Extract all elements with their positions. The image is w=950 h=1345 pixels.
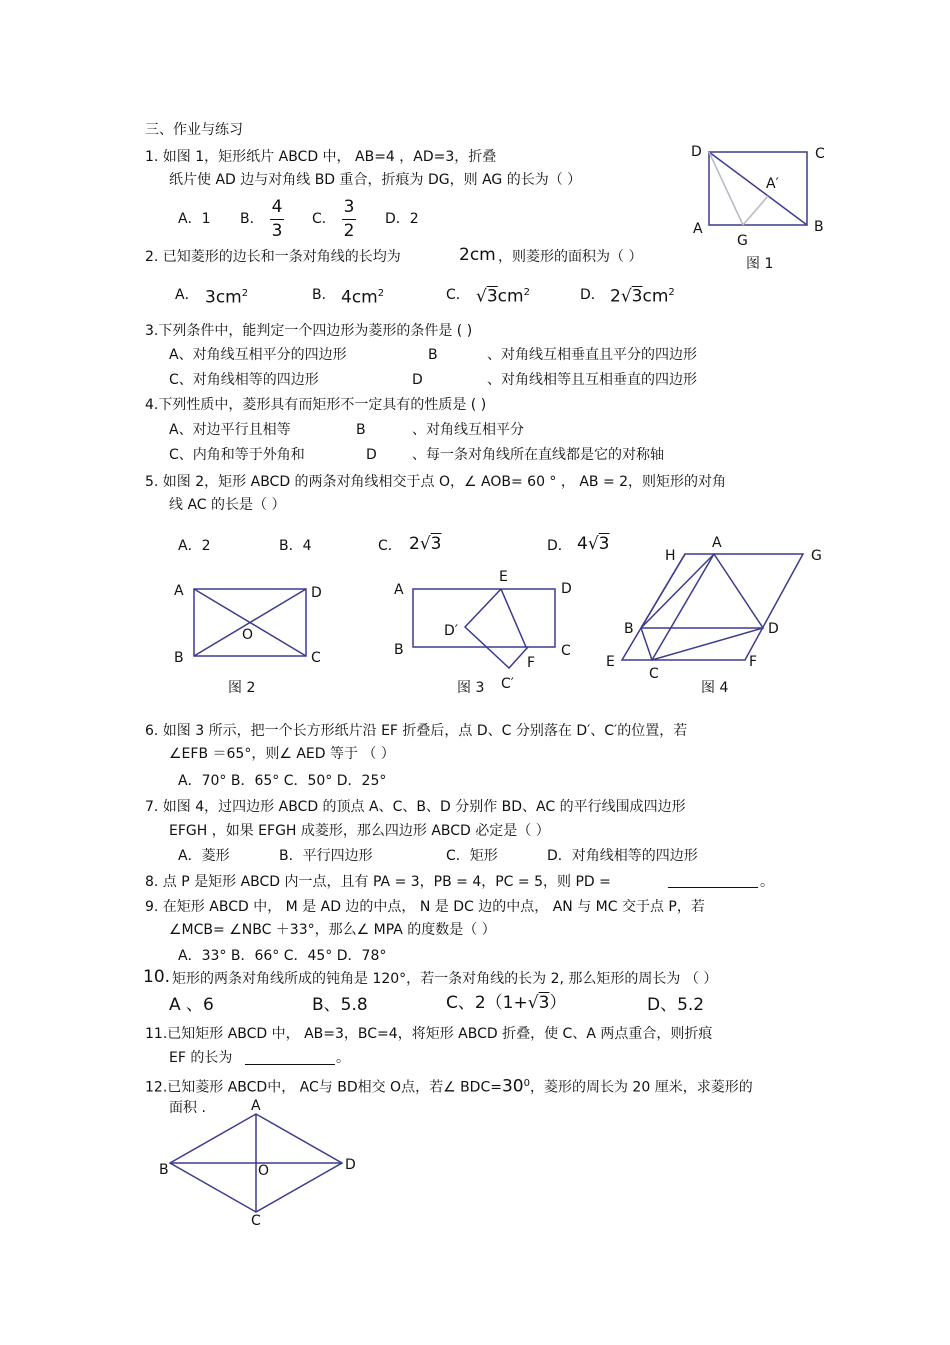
q4-line: 4.下列性质中，菱形具有而矩形不一定具有的性质是 ( ) (145, 397, 487, 413)
q2-option-c: $√3cm^2$ (476, 286, 530, 307)
figure-4 (622, 554, 803, 660)
q1-line2: 纸片使 AD 边与对角线 BD 重合，折痕为 DG，则 AG 的长为（ ） (169, 172, 582, 188)
q2-option-b: $4cm^2$ (341, 287, 385, 308)
figure-1 (709, 152, 807, 225)
figure-2 (194, 589, 306, 656)
q11-end: 。 (336, 1050, 350, 1066)
section-title: 三、作业与练习 (145, 122, 243, 138)
q10-option-d: D、5.2 (647, 995, 705, 1015)
q3-option-b: 、对角线互相垂直且平分的四边形 (487, 347, 697, 363)
q7-option-c: C．矩形 (446, 848, 498, 864)
fig1-diagonal-db (709, 152, 807, 225)
q3-line: 3.下列条件中，能判定一个四边形为菱形的条件是 ( ) (145, 323, 473, 339)
q12-line2: 面积 . (169, 1100, 206, 1116)
q2-option-d: $2√3cm^2$ (610, 286, 675, 307)
q6-options: A．70° B．65° C．50° D．25° (178, 773, 387, 789)
q2-option-b-label: B． (312, 287, 336, 303)
q11-line1: 11.已知矩形 ABCD 中， AB=3，BC=4，将矩形 ABCD 折叠，使 C、A 两点重合，则折痕 (145, 1026, 713, 1042)
q7-option-a: A．菱形 (178, 848, 230, 864)
fig3-label-c1: C′ (501, 676, 514, 692)
fig5-label-c: C (251, 1213, 261, 1229)
q6-line2: ∠EFB ＝65°，则∠ AED 等于 （ ） (169, 746, 395, 762)
q7-line1: 7. 如图 4，过四边形 ABCD 的顶点 A、C、B、D 分别作 BD、AC 的平行线围成四边形 (145, 799, 686, 815)
q5-option-c: 2√3 (409, 534, 442, 554)
q7-option-d: D．对角线相等的四边形 (547, 848, 698, 864)
q3-option-a: A、对角线互相平分的四边形 (169, 347, 347, 363)
fig5-label-a: A (251, 1098, 261, 1114)
q2-option-a-label: A． (175, 287, 199, 303)
fig3-rectangle (413, 589, 555, 647)
fig4-caption: 图 4 (701, 680, 729, 696)
fig1-label-a1: A′ (766, 176, 779, 192)
fig4-label-b: B (624, 621, 634, 637)
q2-option-d-label: D． (580, 287, 605, 303)
q2-option-c-label: C． (446, 287, 470, 303)
fig4-label-g: G (811, 548, 822, 564)
q1-option-b-numerator: 4 (271, 197, 283, 217)
fig4-label-h: H (665, 548, 676, 564)
q8-end: 。 (760, 874, 774, 890)
q1-option-b-label: B． (240, 211, 264, 227)
fig1-label-d: D (691, 144, 702, 160)
q10-line: 矩形的两条对角线所成的钝角是 120°，若一条对角线的长为 2, 那么矩形的周长为 （ ） (172, 971, 718, 987)
q4-option-c: C、内角和等于外角和 (169, 447, 305, 463)
fig1-caption: 图 1 (746, 256, 774, 272)
q10-option-c: C、2（1+√3） (446, 993, 567, 1013)
fig1-fold-dg (709, 152, 743, 225)
fig4-label-a: A (712, 535, 722, 551)
q4-option-b-letter: B (356, 422, 366, 438)
q3-option-b-letter: B (428, 347, 438, 363)
fig3-label-c: C (561, 643, 571, 659)
fig1-fold-ga1 (743, 196, 768, 225)
fig3-label-b: B (394, 642, 404, 658)
fig5-label-d: D (345, 1157, 356, 1173)
fig3-fold-ef (501, 589, 526, 647)
fig5-label-o: O (258, 1163, 270, 1179)
q9-line1: 9. 在矩形 ABCD 中， M 是 AD 边的中点， N 是 DC 边的中点， AN 与 MC 交于点 P，若 (145, 899, 705, 915)
fig2-label-o: O (242, 627, 254, 643)
q10-number: 10. (143, 967, 171, 987)
q3-option-d-letter: D (412, 372, 423, 388)
fig2-label-d: D (311, 585, 322, 601)
q5-line2: 线 AC 的长是（ ） (169, 497, 286, 513)
fig3-label-d1: D′ (444, 623, 458, 639)
q2-line: 2. 已知菱形的边长和一条对角线的长均为 (145, 249, 401, 265)
fig4-label-d: D (768, 621, 779, 637)
q2-line-end: ，则菱形的面积为（ ） (498, 249, 643, 265)
fig1-label-c: C (815, 146, 825, 162)
q2-value: 2cm (459, 245, 496, 265)
q7-option-b: B．平行四边形 (279, 848, 373, 864)
q7-line2: EFGH ，如果 EFGH 成菱形，那么四边形 ABCD 必定是（ ） (169, 823, 550, 839)
q4-option-d: 、每一条对角线所在直线都是它的对称轴 (412, 447, 664, 463)
q3-option-d: 、对角线相等且互相垂直的四边形 (487, 372, 697, 388)
q1-option-a: A．1 (178, 211, 211, 227)
fig2-label-a: A (174, 583, 184, 599)
fig4-quadrilateral-abcd (641, 554, 763, 660)
q5-option-a: A．2 (178, 538, 211, 554)
q1-option-c-numerator: 3 (343, 197, 355, 217)
q8-line: 8. 点 P 是矩形 ABCD 内一点，且有 PA = 3，PB = 4，PC = 5，则 PD = (145, 874, 611, 890)
q5-option-d-label: D． (547, 538, 572, 554)
fig3-label-f: F (527, 655, 536, 671)
fig3-label-d: D (561, 581, 572, 597)
q5-option-b: B．4 (279, 538, 312, 554)
fig3-label-e: E (499, 569, 508, 585)
fig4-parallelogram-efgh (622, 554, 803, 660)
fig5-label-b: B (159, 1162, 169, 1178)
fig3-label-a: A (394, 582, 404, 598)
q10-option-b: B、5.8 (312, 995, 368, 1015)
q1-option-c-label: C． (312, 211, 336, 227)
fig1-label-g: G (737, 233, 748, 249)
q4-option-d-letter: D (366, 447, 377, 463)
q5-line1: 5. 如图 2，矩形 ABCD 的两条对角线相交于点 O，∠ AOB= 60 ° ， AB = 2，则矩形的对角 (145, 474, 727, 490)
q5-option-c-label: C． (378, 538, 402, 554)
fig1-label-b: B (814, 219, 824, 235)
fig1-label-a: A (693, 221, 703, 237)
fig4-label-c: C (649, 666, 659, 682)
fig4-label-e: E (606, 654, 615, 670)
q3-option-c: C、对角线相等的四边形 (169, 372, 319, 388)
q1-option-c-denominator: 2 (343, 221, 355, 241)
q2-option-a: $3cm^2$ (205, 287, 249, 308)
fig2-label-b: B (174, 650, 184, 666)
q4-option-b: 、对角线互相平分 (412, 422, 524, 438)
figure-5 (170, 1114, 342, 1212)
fig2-caption: 图 2 (228, 680, 256, 696)
fig3-caption: 图 3 (457, 680, 485, 696)
q12-line1: 12.已知菱形 ABCD中， AC与 BD相交 O点，若∠ $BDC=30^0$，菱形的周长为 20 厘米，求菱形的 (145, 1076, 753, 1097)
q10-option-a: A 、6 (169, 995, 214, 1015)
q11-line2: EF 的长为 (169, 1050, 233, 1066)
q1-option-b-denominator: 3 (271, 221, 283, 241)
q1-option-d: D．2 (385, 211, 419, 227)
q5-option-d: 4√3 (577, 534, 610, 554)
q9-options: A．33° B．66° C．45° D．78° (178, 948, 387, 964)
q4-option-a: A、对边平行且相等 (169, 422, 291, 438)
q1-line1: 1. 如图 1，矩形纸片 ABCD 中， AB=4 ，AD=3，折叠 (145, 149, 497, 165)
fig2-label-c: C (311, 650, 321, 666)
fig4-label-f: F (749, 654, 758, 670)
q9-line2: ∠MCB= ∠NBC ＋33°，那么∠ MPA 的度数是（ ） (169, 922, 496, 938)
q6-line1: 6. 如图 3 所示，把一个长方形纸片沿 EF 折叠后，点 D、C 分别落在 D′、C′的位置，若 (145, 723, 688, 739)
